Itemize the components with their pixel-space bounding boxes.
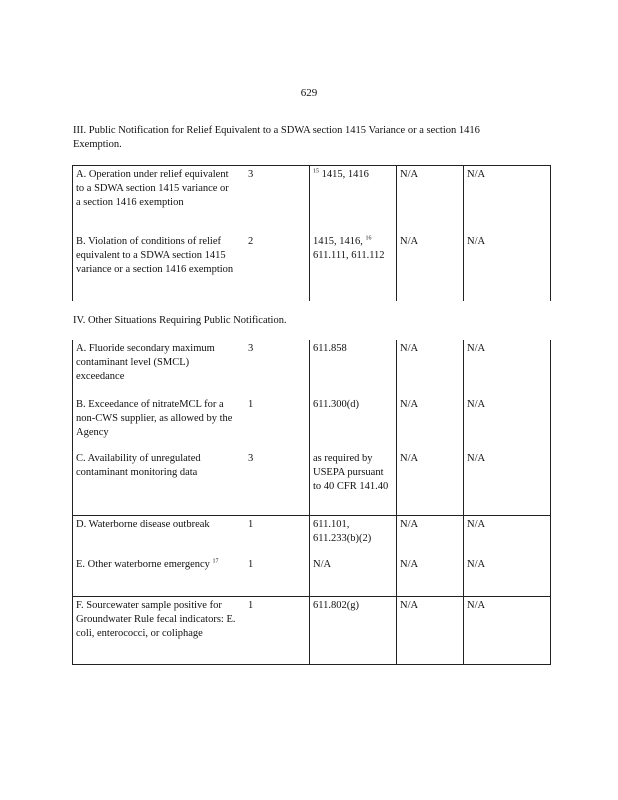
citation-cell: N/A xyxy=(310,556,397,596)
table-row xyxy=(73,596,551,664)
table-row xyxy=(73,556,551,596)
table-row xyxy=(73,515,551,556)
page-number: 629 xyxy=(300,87,318,99)
section-3-table xyxy=(72,165,551,301)
citation-cell: 611.858 xyxy=(310,340,397,396)
situation-cell: D. Waterborne disease outbreak xyxy=(73,515,240,556)
citation-cell: 611.802(g) xyxy=(310,596,397,664)
section-3-heading: III. Public Notification for Relief Equivalent to a SDWA section 1415 Variance or a section 1416 Exemption. xyxy=(73,125,480,150)
citation-cell: 611.101, 611.233(b)(2) xyxy=(310,515,397,556)
citation-cell: $^{15}$ 1415, 1416 xyxy=(310,166,397,233)
tier-cell: 3 xyxy=(239,166,310,233)
value-cell: N/A xyxy=(397,166,464,233)
value-cell: N/A xyxy=(464,450,551,515)
value-cell: N/A xyxy=(397,340,464,396)
tier-cell: 2 xyxy=(248,235,254,247)
table-row xyxy=(73,166,551,233)
value-cell: N/A xyxy=(397,233,464,301)
tier-cell: 1 xyxy=(248,518,254,530)
value-cell: N/A xyxy=(397,556,464,596)
value-cell: N/A xyxy=(397,515,464,556)
situation-cell: A. Fluoride secondary maximum contaminant level (SMCL) exceedance xyxy=(73,340,240,396)
table-row xyxy=(73,396,551,450)
citation-cell: 611.300(d) xyxy=(310,396,397,450)
footnote-marker: 17 xyxy=(212,558,219,565)
situation-cell: B. Exceedance of nitrateMCL for a non-CWS supplier, as allowed by the Agency xyxy=(73,396,240,450)
situation-cell: C. Availability of unregulated contaminant monitoring data xyxy=(73,450,240,515)
section-4-heading: IV. Other Situations Requiring Public Notification. xyxy=(73,315,287,326)
citation-cell: 1415, 1416, $^{16}$ 611.111, 611.112 xyxy=(310,233,397,301)
situation-cell: F. Sourcewater sample positive for Groundwater Rule fecal indicators: E. coli, enterococci, or coliphage xyxy=(73,596,240,664)
tier-cell: 1 xyxy=(248,399,254,410)
tier-cell: 1 xyxy=(239,596,310,664)
value-cell: N/A xyxy=(464,340,551,396)
table-row xyxy=(73,450,551,515)
citation-cell: as required by USEPA pursuant to 40 CFR 141.40 xyxy=(310,450,397,515)
footnote-marker: 15 xyxy=(313,168,319,175)
value-cell: N/A xyxy=(464,233,551,301)
situation-cell: B. Violation of conditions of relief equivalent to a SDWA section 1415 variance or a section 1416 exemption xyxy=(73,233,240,301)
table-row xyxy=(73,233,551,301)
situation-cell: A. Operation under relief equivalent to a SDWA section 1415 variance or a section 1416 exemption xyxy=(73,166,240,233)
section-4-table xyxy=(72,340,551,665)
value-cell: N/A xyxy=(464,596,551,664)
value-cell: N/A xyxy=(397,396,464,450)
tier-cell: 3 xyxy=(239,450,310,515)
situation-cell: E. Other waterborne emergency $^{17}$ xyxy=(73,556,240,596)
value-cell: N/A xyxy=(464,556,551,596)
table-row xyxy=(73,340,551,396)
tier-cell: 1 xyxy=(239,556,310,596)
footnote-marker: 16 xyxy=(365,235,372,241)
value-cell: N/A xyxy=(397,596,464,664)
value-cell: N/A xyxy=(464,515,551,556)
tier-cell: 3 xyxy=(248,343,254,354)
value-cell: N/A xyxy=(464,166,551,233)
value-cell: N/A xyxy=(397,450,464,515)
value-cell: N/A xyxy=(464,396,551,450)
